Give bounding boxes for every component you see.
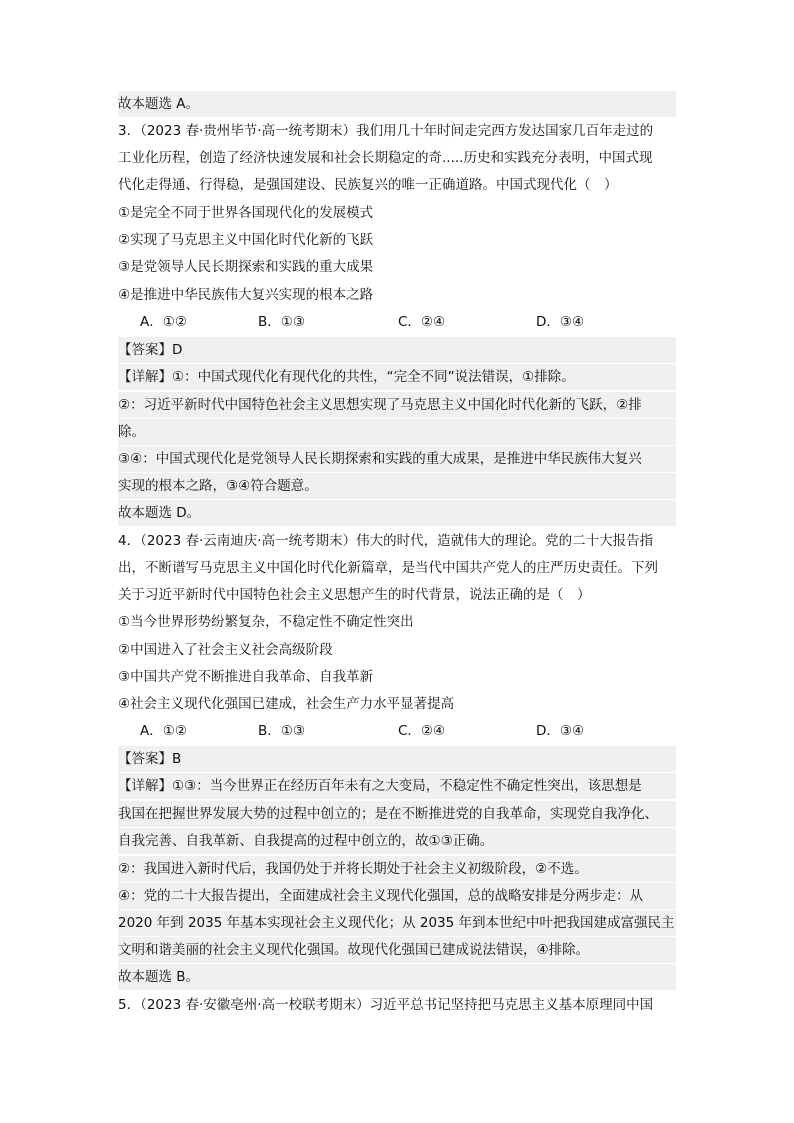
- question-4-option-b: B．①③: [258, 723, 305, 739]
- question-4-option-c: C．②④: [398, 723, 446, 739]
- question-4-statement-1: ①当今世界形势纷繁复杂，不稳定性不确定性突出: [118, 614, 414, 630]
- question-3-stem-line-2: 工业化历程，创造了经济快速发展和社会长期稳定的奇.....历史和实践充分表明，中国式现: [118, 150, 653, 166]
- question-3-option-b: B．①③: [258, 314, 305, 330]
- question-3-conclusion: 故本题选 D。: [118, 500, 676, 526]
- question-4-explanation-line-4: ②：我国进入新时代后，我国仍处于并将长期处于社会主义初级阶段，②不选。: [118, 856, 676, 882]
- question-3-statement-3: ③是党领导人民长期探索和实践的重大成果: [118, 259, 374, 275]
- question-3-answer: 【答案】D: [118, 337, 676, 363]
- question-4-stem-line-1: 4．（2023 春·云南迪庆·高一统考期末）伟大的时代，造就伟大的理论。党的二十大报告指: [118, 533, 654, 549]
- question-4-explanation-line-3: 自我完善、自我革新、自我提高的过程中创立的，故①③正确。: [118, 828, 676, 854]
- question-4-explanation-line-6: 2020 年到 2035 年基本实现社会主义现代化；从 2035 年到本世纪中叶把我国建成富强民主: [118, 910, 676, 936]
- question-3-statement-1: ①是完全不同于世界各国现代化的发展模式: [118, 205, 374, 221]
- question-3-option-c: C．②④: [398, 314, 446, 330]
- question-4-explanation-line-1: 【详解】①③：当今世界正在经历百年未有之大变局，不稳定性不确定性突出，该思想是: [118, 773, 676, 799]
- question-4-stem-line-2: 出，不断谱写马克思主义中国化时代化新篇章，是当代中国共产党人的庄严历史责任。下列: [118, 560, 658, 576]
- question-3-explanation-line-2: ②：习近平新时代中国特色社会主义思想实现了马克思主义中国化时代化新的飞跃，②排: [118, 392, 676, 418]
- question-4-explanation-line-5: ④：党的二十大报告提出，全面建成社会主义现代化强国，总的战略安排是分两步走：从: [118, 883, 676, 909]
- question-4-explanation-line-7: 文明和谐美丽的社会主义现代化强国。故现代化强国已建成说法错误，④排除。: [118, 937, 676, 963]
- question-3-stem-line-1: 3．（2023 春·贵州毕节·高一统考期末）我们用几十年时间走完西方发达国家几百年走过的: [118, 123, 654, 139]
- question-3-explanation-line-5: 实现的根本之路，③④符合题意。: [118, 473, 676, 499]
- question-4-answer: 【答案】B: [118, 746, 676, 772]
- question-3-option-d: D．③④: [536, 314, 585, 330]
- question-4-stem-line-3: 关于习近平新时代中国特色社会主义思想产生的时代背景，说法正确的是（ ）: [118, 587, 591, 603]
- question-4-statement-3: ③中国共产党不断推进自我革命、自我革新: [118, 669, 374, 685]
- question-4-conclusion: 故本题选 B。: [118, 964, 676, 990]
- answer-summary-q2: 故本题选 A。: [118, 91, 676, 117]
- question-4-option-d: D．③④: [536, 723, 585, 739]
- question-4-statement-4: ④社会主义现代化强国已建成，社会生产力水平显著提高: [118, 696, 455, 712]
- question-5-stem-line-1: 5．（2023 春·安徽亳州·高一校联考期末）习近平总书记坚持把马克思主义基本原理同中国: [118, 997, 654, 1013]
- question-4-option-a: A．①②: [140, 723, 187, 739]
- question-3-options: [118, 309, 676, 335]
- question-3-stem-line-3: 代化走得通、行得稳，是强国建设、民族复兴的唯一正确道路。中国式现代化（ ）: [118, 177, 618, 193]
- question-3-option-a: A．①②: [140, 314, 187, 330]
- question-4-statement-2: ②中国进入了社会主义社会高级阶段: [118, 642, 333, 658]
- question-3-explanation-line-4: ③④：中国式现代化是党领导人民长期探索和实践的重大成果，是推进中华民族伟大复兴: [118, 446, 676, 472]
- question-3-explanation-line-3: 除。: [118, 419, 676, 445]
- question-3-statement-2: ②实现了马克思主义中国化时代化新的飞跃: [118, 232, 374, 248]
- question-3-statement-4: ④是推进中华民族伟大复兴实现的根本之路: [118, 287, 374, 303]
- question-3-explanation-line-1: 【详解】①：中国式现代化有现代化的共性，“完全不同”说法错误，①排除。: [118, 364, 676, 390]
- question-4-explanation-line-2: 我国在把握世界发展大势的过程中创立的；是在不断推进党的自我革命，实现党自我净化、: [118, 801, 676, 827]
- question-4-options: [118, 718, 676, 744]
